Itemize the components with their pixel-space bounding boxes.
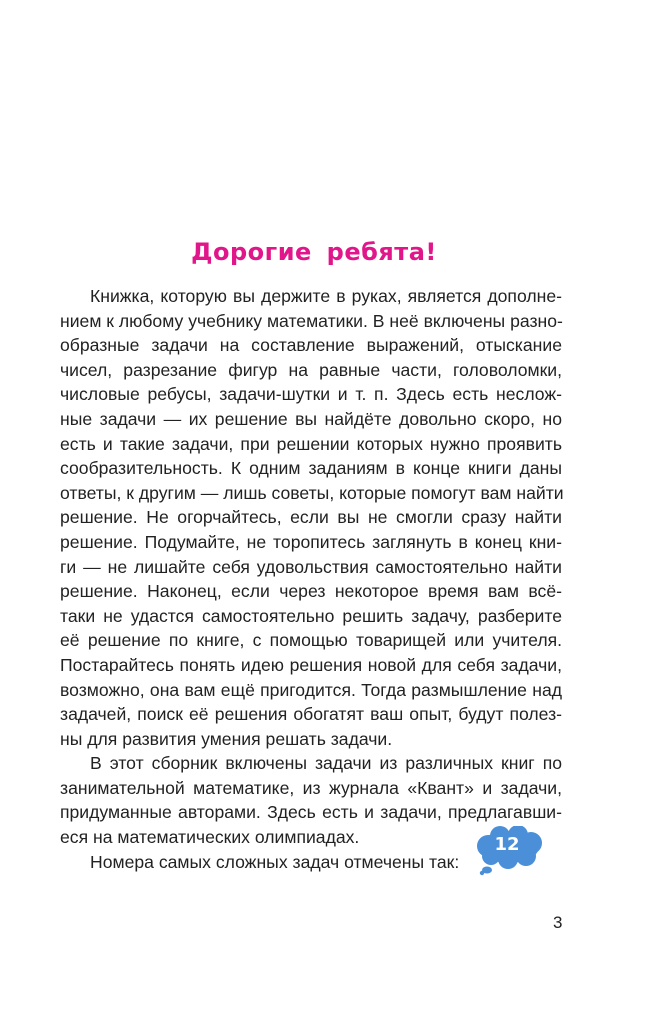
text-line: Номера самых сложных задач отмечены так: [90,851,460,872]
text-line: ответы, к другим — лишь советы, которые помогут вам найти [60,482,564,503]
text-line: еся на математических олимпиадах. [60,827,360,848]
text-line: сообразительность. К одним заданиям в конце книги даны [60,458,562,479]
text-line: её решение по книге, с помощью товарищей или учителя. [60,630,562,651]
text-line: ги — не лишайте себя удовольствия самостоятельно найти [60,556,562,577]
text-line: есть и такие задачи, при решении которых нужно проявить [60,433,562,454]
text-line: числовые ребусы, задачи-шутки и т. п. Здесь есть неслож- [60,384,562,405]
paragraph-1 [60,284,562,751]
text-line: возможно, она вам ещё пригодится. Тогда размышление над [60,679,562,700]
text-line: ные задачи — их решение вы найдёте довольно скоро, но [60,408,562,429]
text-line: ны для развития умения решать задачи. [60,728,393,749]
text-line: нием к любому учебнику математики. В неё включены разно- [60,310,563,331]
text-line: занимательной математике, из журнала «Квант» и задачи, [60,777,562,798]
text-line: придуманные авторами. Здесь есть и задачи, предлагавши- [60,802,562,823]
text-line: Постарайтесь понять идею решения новой для себя задачи, [60,654,562,675]
text-line: таки не удастся самостоятельно решить задачу, разберите [60,605,562,626]
page-heading: Дорогие ребята! [191,238,437,266]
text-line: Книжка, которую вы держите в руках, является дополне- [90,286,562,306]
text-line: В этот сборник включены задачи из различных книг по [90,753,562,774]
text-line: решение. Наконец, если через некоторое время вам всё- [60,581,562,602]
difficulty-marker [474,826,544,878]
difficulty-number: 12 [494,834,520,855]
text-line: решение. Не огорчайтесь, если вы не смогли сразу найти [60,507,562,528]
text-line: образные задачи на составление выражений, отыскание [60,335,562,356]
page-number: 3 [553,913,563,932]
body-text [60,284,562,874]
text-line: решение. Подумайте, не торопитесь заглянуть в конец кни- [60,531,562,552]
text-line: задачей, поиск её решения обогатят ваш опыт, будут полез- [60,704,562,725]
text-line: чисел, разрезание фигур на равные части, головоломки, [60,359,562,380]
